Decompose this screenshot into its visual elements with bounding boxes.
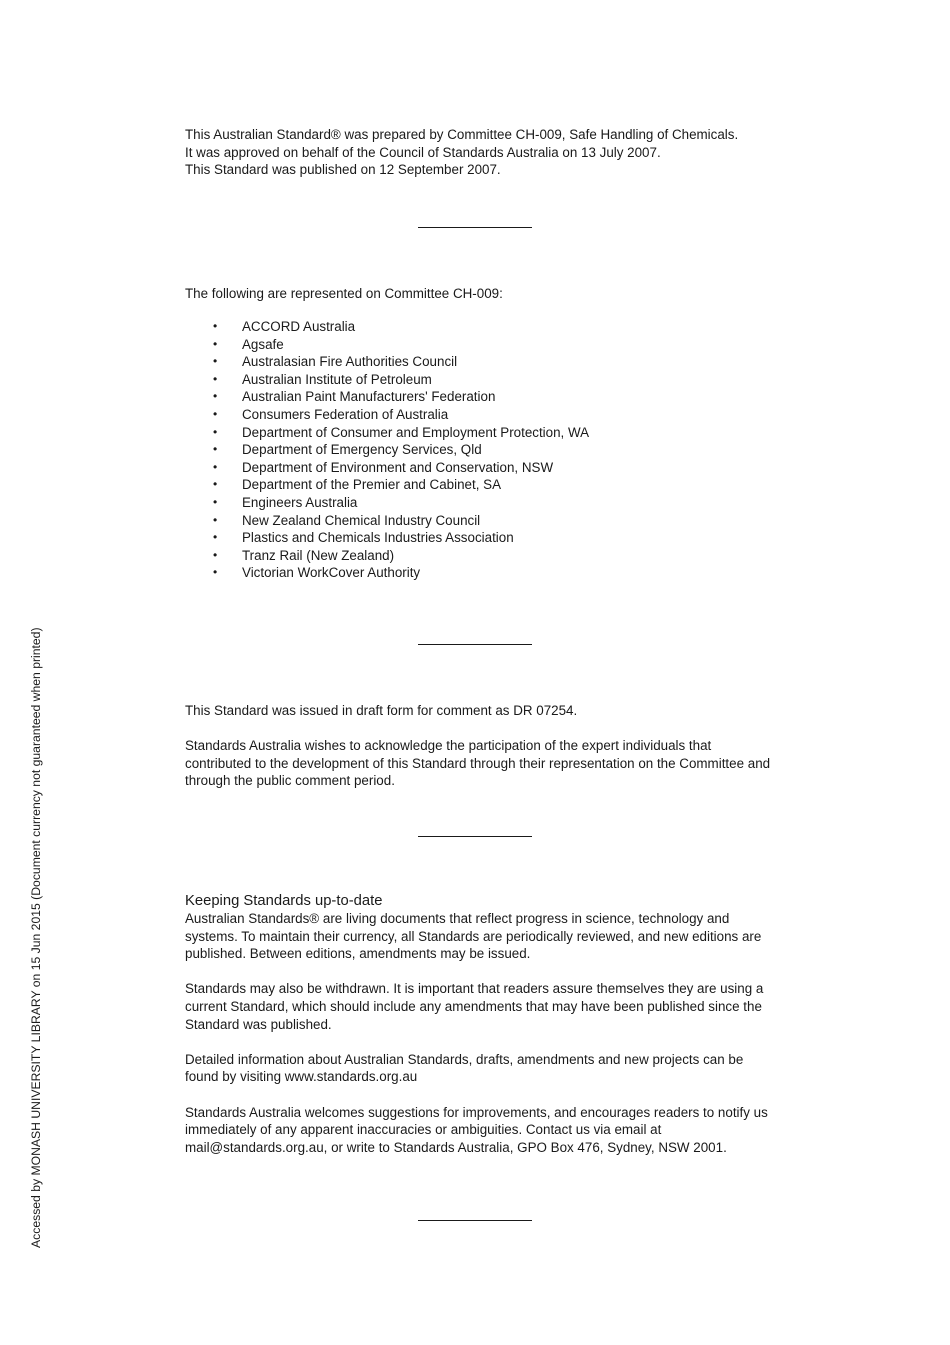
committee-member: Department of Environment and Conservation, NSW [242,459,554,475]
committee-member: Consumers Federation of Australia [242,407,449,423]
bullet-icon: • [213,495,218,510]
approval-line-committee: This Australian Standard® was prepared by Committee CH-009, Safe Handling of Chemicals. [185,127,739,142]
list-item [185,353,775,371]
bullet-icon: • [213,336,218,351]
list-item [185,441,775,459]
bullet-icon: • [213,565,218,580]
list-item [185,494,775,512]
bullet-icon: • [213,512,218,527]
list-item [185,512,775,530]
paragraph-living-documents: Australian Standards® are living documents that reflect progress in science, technology and systems. To maintain their currency, all Standards are periodically reviewed, and new editions are published. Between editions, amendments may be issued. [185,911,762,962]
committee-member: Australasian Fire Authorities Council [242,354,458,370]
committee-member: Department of Emergency Services, Qld [242,442,482,458]
committee-member: Plastics and Chemicals Industries Association [242,530,514,546]
divider-rule [418,644,532,645]
committee-block [185,285,775,582]
list-item [185,547,775,565]
committee-member: Engineers Australia [242,495,358,511]
divider-rule [418,836,532,837]
list-item [185,529,775,547]
bullet-icon: • [213,547,218,562]
committee-member: Department of the Premier and Cabinet, SA [242,477,502,493]
access-notice: Accessed by MONASH UNIVERSITY LIBRARY on 15 Jun 2015 (Document currency not guaranteed when printed) [29,627,43,1248]
bullet-icon: • [213,354,218,369]
bullet-icon: • [213,459,218,474]
list-item [185,459,775,477]
committee-member: Victorian WorkCover Authority [242,565,421,581]
bullet-icon: • [213,424,218,439]
committee-member: Australian Institute of Petroleum [242,371,432,387]
approval-block [185,126,775,179]
approval-line-published: This Standard was published on 12 September 2007. [185,162,501,178]
list-item [185,406,775,424]
committee-intro: The following are represented on Committee CH-009: [185,286,503,301]
committee-member: New Zealand Chemical Industry Council [242,512,481,528]
bullet-icon: • [213,530,218,545]
bullet-icon: • [213,477,218,492]
committee-member: Tranz Rail (New Zealand) [242,547,395,563]
bullet-icon: • [213,407,218,422]
divider-rule [418,227,532,228]
acknowledgement-text: Standards Australia wishes to acknowledge the participation of the expert individuals that contributed to the development of this Standard through their representation on the Committee and through the public comment period. [185,738,771,789]
committee-member: ACCORD Australia [242,319,356,335]
committee-member: Australian Paint Manufacturers' Federation [242,389,496,405]
list-item [185,424,775,442]
approval-line-approved: It was approved on behalf of the Council of Standards Australia on 13 July 2007. [185,144,661,160]
draft-issued-text: This Standard was issued in draft form for comment as DR 07254. [185,703,578,718]
bullet-icon: • [213,371,218,386]
section-heading: Keeping Standards up-to-date [185,893,383,909]
list-item [185,371,775,389]
list-item [185,318,775,336]
paragraph-website: Detailed information about Australian Standards, drafts, amendments and new projects can be found by visiting www.standards.org.au [185,1051,744,1085]
list-item [185,476,775,494]
bullet-icon: • [213,442,218,457]
bullet-icon: • [213,319,218,334]
list-item [185,336,775,354]
committee-members-list [185,318,775,582]
list-item [185,388,775,406]
divider-rule [418,1220,532,1221]
bullet-icon: • [213,389,218,404]
draft-block [185,702,775,790]
paragraph-contact: Standards Australia welcomes suggestions for improvements, and encourages readers to notify us immediately of any apparent inaccuracies or ambiguities. Contact us via email at mail@standards.org.au, or write to Standards Australia, GPO Box 476, Sydney, NSW 2001. [185,1104,768,1155]
list-item [185,564,775,582]
committee-member: Department of Consumer and Employment Protection, WA [242,424,590,440]
paragraph-withdrawn: Standards may also be withdrawn. It is important that readers assure themselves they are using a current Standard, which should include any amendments that may have been published since the Standard was published. [185,981,764,1032]
committee-member: Agsafe [242,336,284,352]
keeping-up-to-date-block [185,892,775,1156]
